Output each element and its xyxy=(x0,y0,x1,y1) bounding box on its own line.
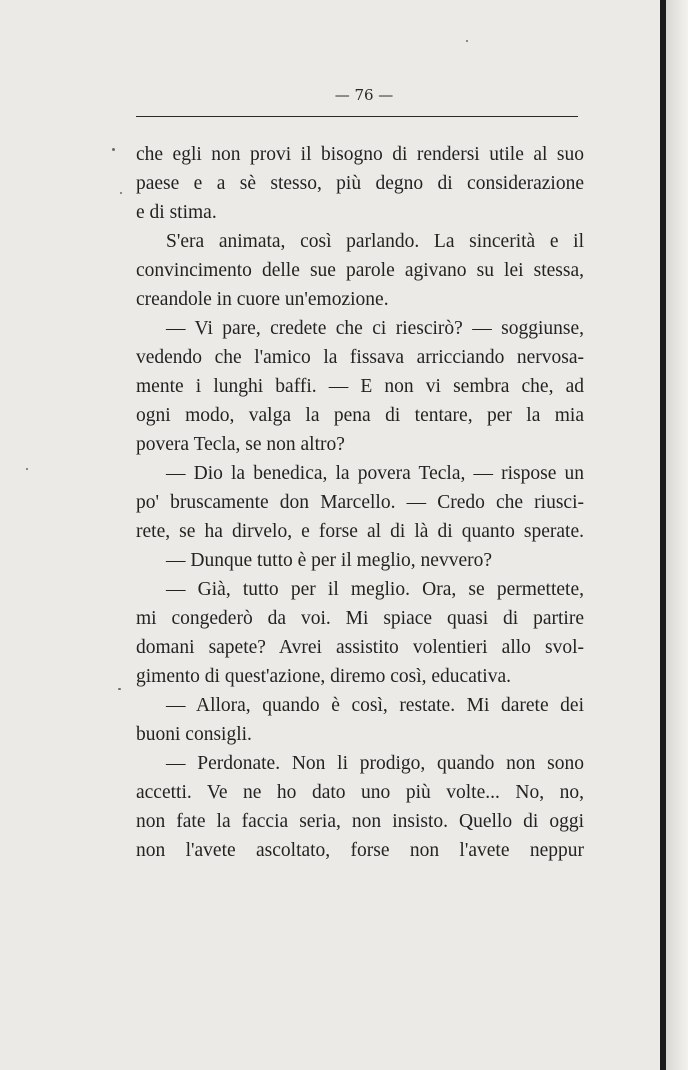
text-line: non fate la faccia seria, non insisto. Quello di oggi xyxy=(136,811,584,832)
text-line: — Vi pare, credete che ci riescirò? — soggiunse, xyxy=(166,318,584,339)
header-rule xyxy=(136,116,578,117)
print-speck xyxy=(112,148,115,151)
text-line: mi congederò da voi. Mi spiace quasi di partire xyxy=(136,608,584,629)
print-speck xyxy=(118,688,121,690)
text-line: rete, se ha dirvelo, e forse al di là di quanto sperate. xyxy=(136,521,584,542)
text-line: povera Tecla, se non altro? xyxy=(136,434,345,455)
text-line: — Dunque tutto è per il meglio, nevvero? xyxy=(166,550,492,571)
print-speck xyxy=(120,192,122,194)
text-line: e di stima. xyxy=(136,202,217,223)
print-speck xyxy=(466,40,468,42)
text-line: accetti. Ve ne ho dato uno più volte... No, no, xyxy=(136,782,584,803)
text-line: non l'avete ascoltato, forse non l'avete neppur xyxy=(136,840,584,861)
text-line: ogni modo, valga la pena di tentare, per la mia xyxy=(136,405,584,426)
text-line: buoni consigli. xyxy=(136,724,252,745)
text-line: — Già, tutto per il meglio. Ora, se permettete, xyxy=(166,579,584,600)
text-line: creandole in cuore un'emozione. xyxy=(136,289,389,310)
body-text xyxy=(136,140,584,865)
text-line: — Dio la benedica, la povera Tecla, — rispose un xyxy=(166,463,584,484)
text-line: — Perdonate. Non li prodigo, quando non sono xyxy=(166,753,584,774)
text-line: che egli non provi il bisogno di rendersi utile al suo xyxy=(136,144,584,165)
text-line: mente i lunghi baffi. — E non vi sembra che, ad xyxy=(136,376,584,397)
text-line: vedendo che l'amico la fissava arricciando nervosa- xyxy=(136,347,584,368)
text-line: convincimento delle sue parole agivano su lei stessa, xyxy=(136,260,584,281)
text-line: paese e a sè stesso, più degno di considerazione xyxy=(136,173,584,194)
text-line: po' bruscamente don Marcello. — Credo che riusci- xyxy=(136,492,584,513)
text-line: — Allora, quando è così, restate. Mi darete dei xyxy=(166,695,584,716)
page-margin-shadow xyxy=(666,0,688,1070)
page-number: — 76 — xyxy=(334,86,394,104)
binding-edge xyxy=(660,0,666,1070)
text-line: gimento di quest'azione, diremo così, educativa. xyxy=(136,666,511,687)
text-line: domani sapete? Avrei assistito volentieri allo svol- xyxy=(136,637,584,658)
text-line: S'era animata, così parlando. La sincerità e il xyxy=(166,231,584,252)
print-speck xyxy=(26,468,28,470)
